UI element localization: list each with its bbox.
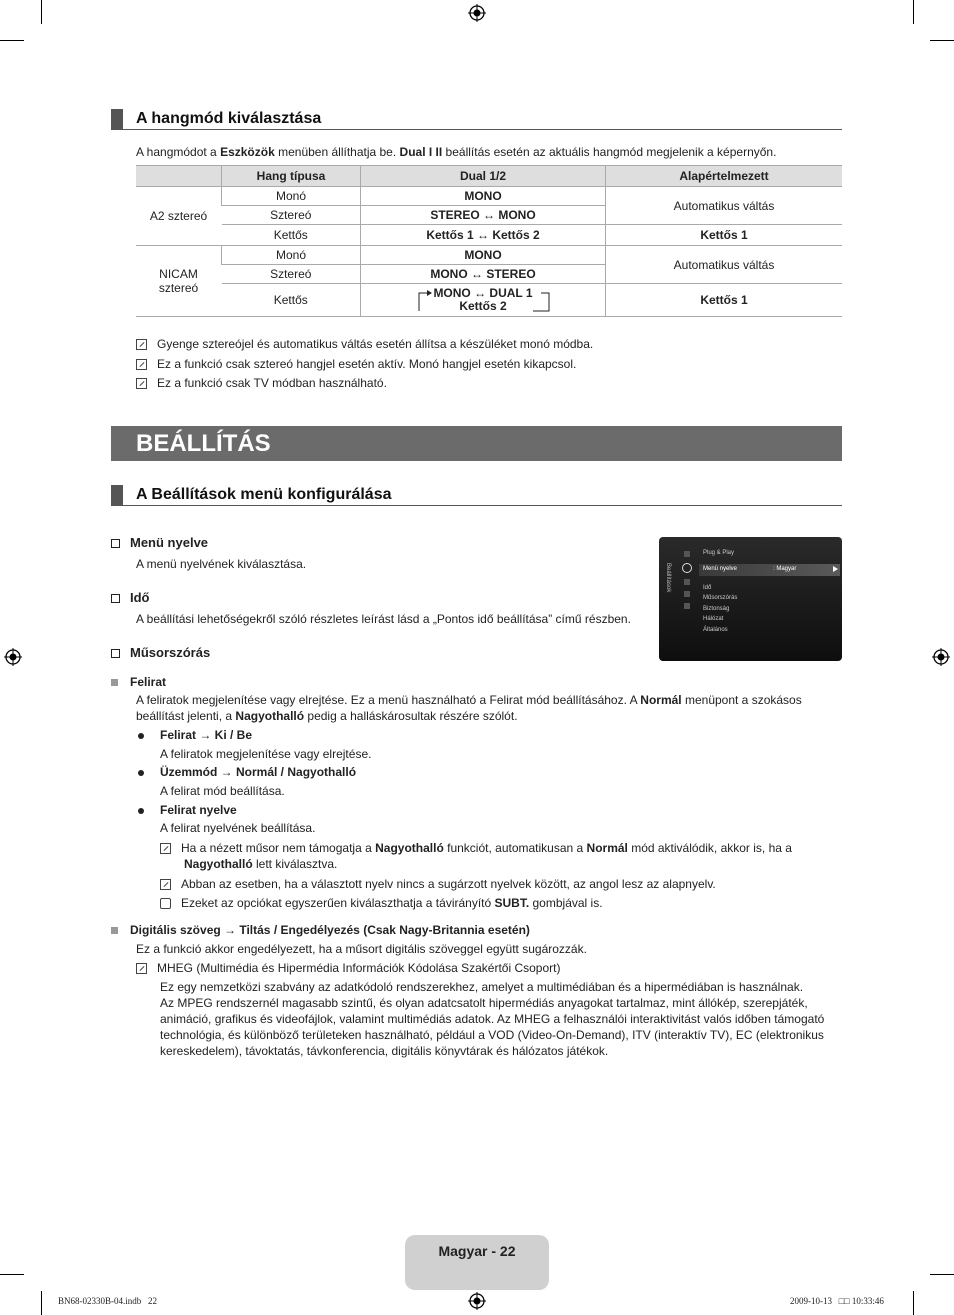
tv-menu-item[interactable]: Hálózat bbox=[703, 616, 724, 622]
table-cell: Automatikus váltás bbox=[606, 187, 843, 225]
tv-support-icon bbox=[684, 603, 690, 609]
note-icon bbox=[136, 378, 147, 389]
subsection-title: Menü nyelve bbox=[111, 535, 208, 550]
print-date-info: 2009-10-13 □□ 10:33:46 bbox=[790, 1296, 884, 1306]
table-cell bbox=[136, 246, 222, 317]
tv-menu-item[interactable]: Plug & Play bbox=[703, 550, 735, 556]
table-cell: Sztereó bbox=[222, 206, 361, 225]
square-bullet-icon bbox=[111, 927, 118, 934]
section-title: A Beállítások menü konfigurálása bbox=[136, 486, 392, 503]
table-cell: A2 sztereó bbox=[136, 187, 222, 246]
table-cell bbox=[361, 284, 606, 317]
table-cell: Kettős bbox=[222, 284, 361, 317]
table-header: Alapértelmezett bbox=[606, 166, 843, 187]
table-cell: STEREO ↔ MONO bbox=[361, 206, 606, 225]
tv-side-label: Beállítások bbox=[665, 563, 671, 593]
item-desc: Ez a funkció akkor engedélyezett, ha a műsort digitális szöveggel együtt sugározzák. bbox=[136, 942, 587, 956]
table-cell: Kettős 1 ↔ Kettős 2 bbox=[361, 225, 606, 246]
heading-bar bbox=[111, 109, 123, 129]
table-cell: Kettős 1 bbox=[606, 284, 843, 317]
crop-mark bbox=[41, 0, 42, 24]
tv-input-icon bbox=[684, 551, 690, 557]
cell-line: NICAM bbox=[159, 267, 198, 281]
chapter-banner bbox=[111, 426, 842, 461]
bullet-title: Üzemmód → Normál / Nagyothalló bbox=[138, 764, 356, 780]
cell-line: Kettős 2 bbox=[459, 299, 507, 313]
cell-line: MONO ↔ DUAL 1 bbox=[433, 286, 533, 300]
crop-mark bbox=[41, 1291, 42, 1315]
table-cell: MONO bbox=[361, 246, 606, 265]
tv-icon-column bbox=[681, 551, 693, 621]
bullet-title: Felirat → Ki / Be bbox=[138, 727, 252, 743]
note-line: Ezeket az opciókat egyszerűen kiválaszthatja a távirányító SUBT. gombjával is. bbox=[160, 895, 603, 911]
registration-mark-icon bbox=[468, 4, 486, 22]
table-cell: MONO bbox=[361, 187, 606, 206]
dot-bullet-icon bbox=[138, 770, 144, 776]
tv-menu-item[interactable]: Műsorszórás bbox=[703, 595, 738, 601]
item-title: Digitális szöveg → Tiltás / Engedélyezés (Csak Nagy-Britannia esetén) bbox=[111, 922, 530, 938]
tv-channel-icon bbox=[684, 579, 690, 585]
heading-bar bbox=[111, 485, 123, 505]
gear-icon bbox=[682, 563, 692, 573]
crop-mark bbox=[930, 40, 954, 41]
square-bullet-icon bbox=[111, 679, 118, 686]
checkbox-bullet-icon bbox=[111, 594, 120, 603]
table-cell: Kettős 1 bbox=[606, 225, 843, 246]
table-row bbox=[136, 225, 842, 246]
registration-mark-icon bbox=[468, 1292, 486, 1310]
crop-mark bbox=[0, 40, 24, 41]
table-cell: MONO ↔ STEREO bbox=[361, 265, 606, 284]
play-arrow-icon bbox=[833, 566, 838, 572]
table-header-row bbox=[136, 166, 842, 187]
bullet-desc: A feliratok megjelenítése vagy elrejtése. bbox=[160, 747, 372, 761]
crop-mark bbox=[930, 1274, 954, 1275]
bullet-desc: A felirat mód beállítása. bbox=[160, 784, 285, 798]
note-line: Abban az esetben, ha a választott nyelv nincs a sugárzott nyelvek között, az angol lesz az alapnyelv. bbox=[160, 876, 716, 892]
note-icon bbox=[160, 843, 171, 854]
table-cell: Sztereó bbox=[222, 265, 361, 284]
section-heading bbox=[111, 485, 842, 506]
tv-menu-item[interactable]: Biztonság bbox=[703, 606, 730, 612]
bullet-desc: A felirat nyelvének beállítása. bbox=[160, 821, 316, 835]
print-file-info: BN68-02330B-04.indb 22 bbox=[58, 1296, 157, 1306]
mheg-paragraph: Ez egy nemzetközi szabvány az adatkódoló rendszerekhez, amelyet a multimédiában és a hipermédiában is használnak. Az MPEG rendszernél magasabb szintű, és olyan adatcsatolt hipermédiás anyagokat tartalmaz, mint állókép, szerepjáték, animáció, grafikus és videofájlok, valamint multimédiás adatok. Az MHEG a felhasználói interaktivitást valós időben támogató technológia, és különböző területeken használható, például a VOD (Video-On-Demand), ITV (interaktív TV), EC (elektronikus kereskedelem), távoktatás, távkonferencia, digitális könyvtárak és hálózatos játékok. bbox=[160, 980, 825, 1058]
registration-mark-icon bbox=[4, 648, 22, 666]
cycle-arrow-icon bbox=[413, 289, 555, 313]
cell-line: sztereó bbox=[158, 281, 199, 295]
sound-mode-table bbox=[136, 165, 842, 317]
subsection-title: Idő bbox=[111, 590, 150, 605]
checkbox-bullet-icon bbox=[111, 649, 120, 658]
table-cell: Monó bbox=[222, 246, 361, 265]
table-header: Dual 1/2 bbox=[361, 166, 606, 187]
chapter-title: BEÁLLÍTÁS bbox=[136, 430, 271, 457]
tv-app-icon bbox=[684, 591, 690, 597]
crop-mark bbox=[913, 0, 914, 24]
tv-menu-item[interactable]: Általános bbox=[703, 627, 728, 633]
tv-menu-item[interactable]: Idő bbox=[703, 585, 712, 591]
note-line: Ez a funkció csak sztereó hangjel esetén aktív. Monó hangjel esetén kikapcsol. bbox=[136, 356, 576, 372]
note-icon bbox=[160, 879, 171, 890]
note-icon bbox=[136, 963, 147, 974]
note-line: MHEG (Multimédia és Hipermédia Információk Kódolása Szakértői Csoport) bbox=[136, 960, 560, 976]
table-cell: Automatikus váltás bbox=[606, 246, 843, 284]
note-line: Ha a nézett műsor nem támogatja a Nagyothalló funkciót, automatikusan a Normál mód aktiválódik, akkor is, ha a Nagyothalló lett kiválasztva. bbox=[160, 840, 842, 872]
item-title: Felirat bbox=[111, 674, 166, 690]
item-desc: A feliratok megjelenítése vagy elrejtése. Ez a menü használható a Felirat mód beállításához. A Normál menüpont a szokásos beállítást jelenti, a Nagyothalló pedig a halláskárosultak részére szólót. bbox=[136, 693, 802, 723]
table-cell: Kettős bbox=[222, 225, 361, 246]
table-cell: Monó bbox=[222, 187, 361, 206]
tv-menu-item[interactable]: Menü nyelve bbox=[703, 566, 738, 572]
tv-selected-value: : Magyar bbox=[773, 566, 797, 572]
note-icon bbox=[136, 359, 147, 370]
section-heading bbox=[111, 109, 842, 130]
subsection-title: Műsorszórás bbox=[111, 645, 210, 660]
page-number-tab: Magyar - 22 bbox=[405, 1235, 549, 1290]
table-header bbox=[136, 166, 222, 187]
tv-menu-screenshot bbox=[659, 537, 842, 661]
intro-text: A hangmódot a Eszközök menüben állíthatja be. Dual I II beállítás esetén az aktuális hangmód megjelenik a képernyőn. bbox=[136, 145, 777, 159]
note-line: Gyenge sztereójel és automatikus váltás esetén állítsa a készüléket monó módba. bbox=[136, 336, 593, 352]
dot-bullet-icon bbox=[138, 733, 144, 739]
crop-mark bbox=[0, 1274, 24, 1275]
table-row bbox=[136, 187, 842, 206]
note-icon bbox=[136, 339, 147, 350]
table-row bbox=[136, 284, 842, 317]
dot-bullet-icon bbox=[138, 808, 144, 814]
note-line: Ez a funkció csak TV módban használható. bbox=[136, 375, 387, 391]
checkbox-bullet-icon bbox=[111, 539, 120, 548]
remote-button-icon bbox=[160, 898, 171, 909]
subsection-desc: A menü nyelvének kiválasztása. bbox=[136, 557, 307, 571]
subsection-desc: A beállítási lehetőségekről szóló részletes leírást lásd a „Pontos idő beállítása” című részben. bbox=[136, 612, 631, 626]
bullet-title: Felirat nyelve bbox=[138, 802, 237, 818]
section-title: A hangmód kiválasztása bbox=[136, 110, 322, 127]
table-row bbox=[136, 246, 842, 265]
table-header: Hang típusa bbox=[222, 166, 361, 187]
registration-mark-icon bbox=[932, 648, 950, 666]
crop-mark bbox=[913, 1291, 914, 1315]
